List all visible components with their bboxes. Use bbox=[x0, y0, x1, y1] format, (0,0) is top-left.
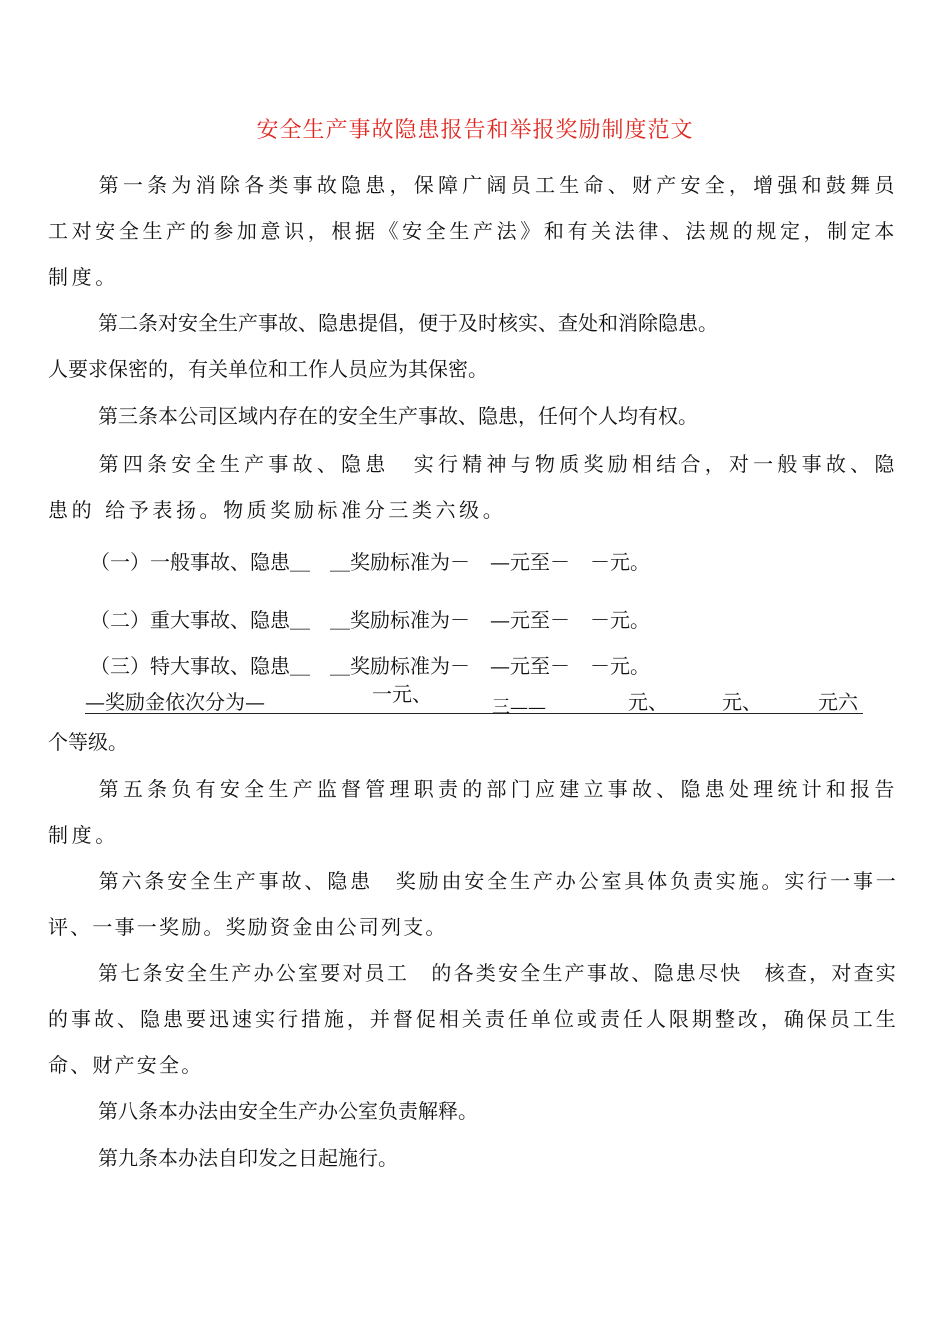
article-3-text: 第三条本公司区域内存在的安全生产事故、隐患，任何个人均有权。 bbox=[98, 404, 698, 428]
article-9-text: 第九条本办法自印发之日起施行。 bbox=[98, 1146, 398, 1170]
reward-line-yuan-1: 一元、 bbox=[372, 682, 432, 706]
article-7 bbox=[48, 950, 898, 1088]
article-3 bbox=[48, 393, 898, 439]
document-title: 安全生产事故隐患报告和举报奖励制度范文 bbox=[256, 118, 694, 143]
article-2-text: 第二条对安全生产事故、隐患提倡，便于及时核实、查处和消除隐患。 bbox=[98, 311, 718, 335]
reward-line-prefix: —奖励金依次分为— bbox=[85, 690, 265, 714]
article-4 bbox=[48, 441, 898, 533]
reward-line-tail: 元六 bbox=[818, 690, 858, 714]
article-6 bbox=[48, 858, 898, 950]
article-4-text: 第四条安全生产事故、隐患 实行精神与物质奖励相结合，对一般事故、隐患的 给予表扬。物质奖励标准分三类六级。 bbox=[48, 452, 898, 522]
article-8-text: 第八条本办法由安全生产办公室负责解释。 bbox=[98, 1099, 478, 1123]
reward-line-underline bbox=[85, 713, 863, 714]
article-5-text: 第五条负有安全生产监督管理职责的部门应建立事故、隐患处理统计和报告制度。 bbox=[48, 777, 898, 847]
article-9 bbox=[48, 1135, 898, 1181]
reward-line-end: 个等级。 bbox=[48, 730, 128, 754]
article-1 bbox=[48, 162, 898, 300]
article-2 bbox=[48, 300, 898, 346]
article-1-text: 第一条为消除各类事故隐患，保障广阔员工生命、财产安全，增强和鼓舞员工对安全生产的参加意识，根据《安全生产法》和有关法律、法规的规定，制定本制度。 bbox=[48, 173, 898, 289]
reward-line-mid: 三—— bbox=[492, 697, 546, 718]
article-6-text: 第六条安全生产事故、隐患 奖励由安全生产办公室具体负责实施。实行一事一评、一事一奖励。奖励资金由公司列支。 bbox=[48, 869, 898, 939]
reward-line-yuan-3: 元、 bbox=[722, 690, 762, 714]
reward-level-general: （一）一般事故、隐患＿ ＿奖励标准为－ —元至－ －元。 bbox=[90, 550, 650, 574]
reward-line-yuan-2: 元、 bbox=[628, 690, 668, 714]
article-2-continuation: 人要求保密的，有关单位和工作人员应为其保密。 bbox=[48, 357, 488, 381]
article-8 bbox=[48, 1088, 898, 1134]
article-7-text: 第七条安全生产办公室要对员工 的各类安全生产事故、隐患尽快 核查，对查实的事故、隐患要迅速实行措施，并督促相关责任单位或责任人限期整改，确保员工生命、财产安全。 bbox=[48, 961, 898, 1077]
reward-level-severe: （三）特大事故、隐患＿ ＿奖励标准为－ —元至－ －元。 bbox=[90, 654, 650, 678]
article-5 bbox=[48, 766, 898, 858]
reward-level-major: （二）重大事故、隐患＿ ＿奖励标准为－ —元至－ －元。 bbox=[90, 608, 650, 632]
